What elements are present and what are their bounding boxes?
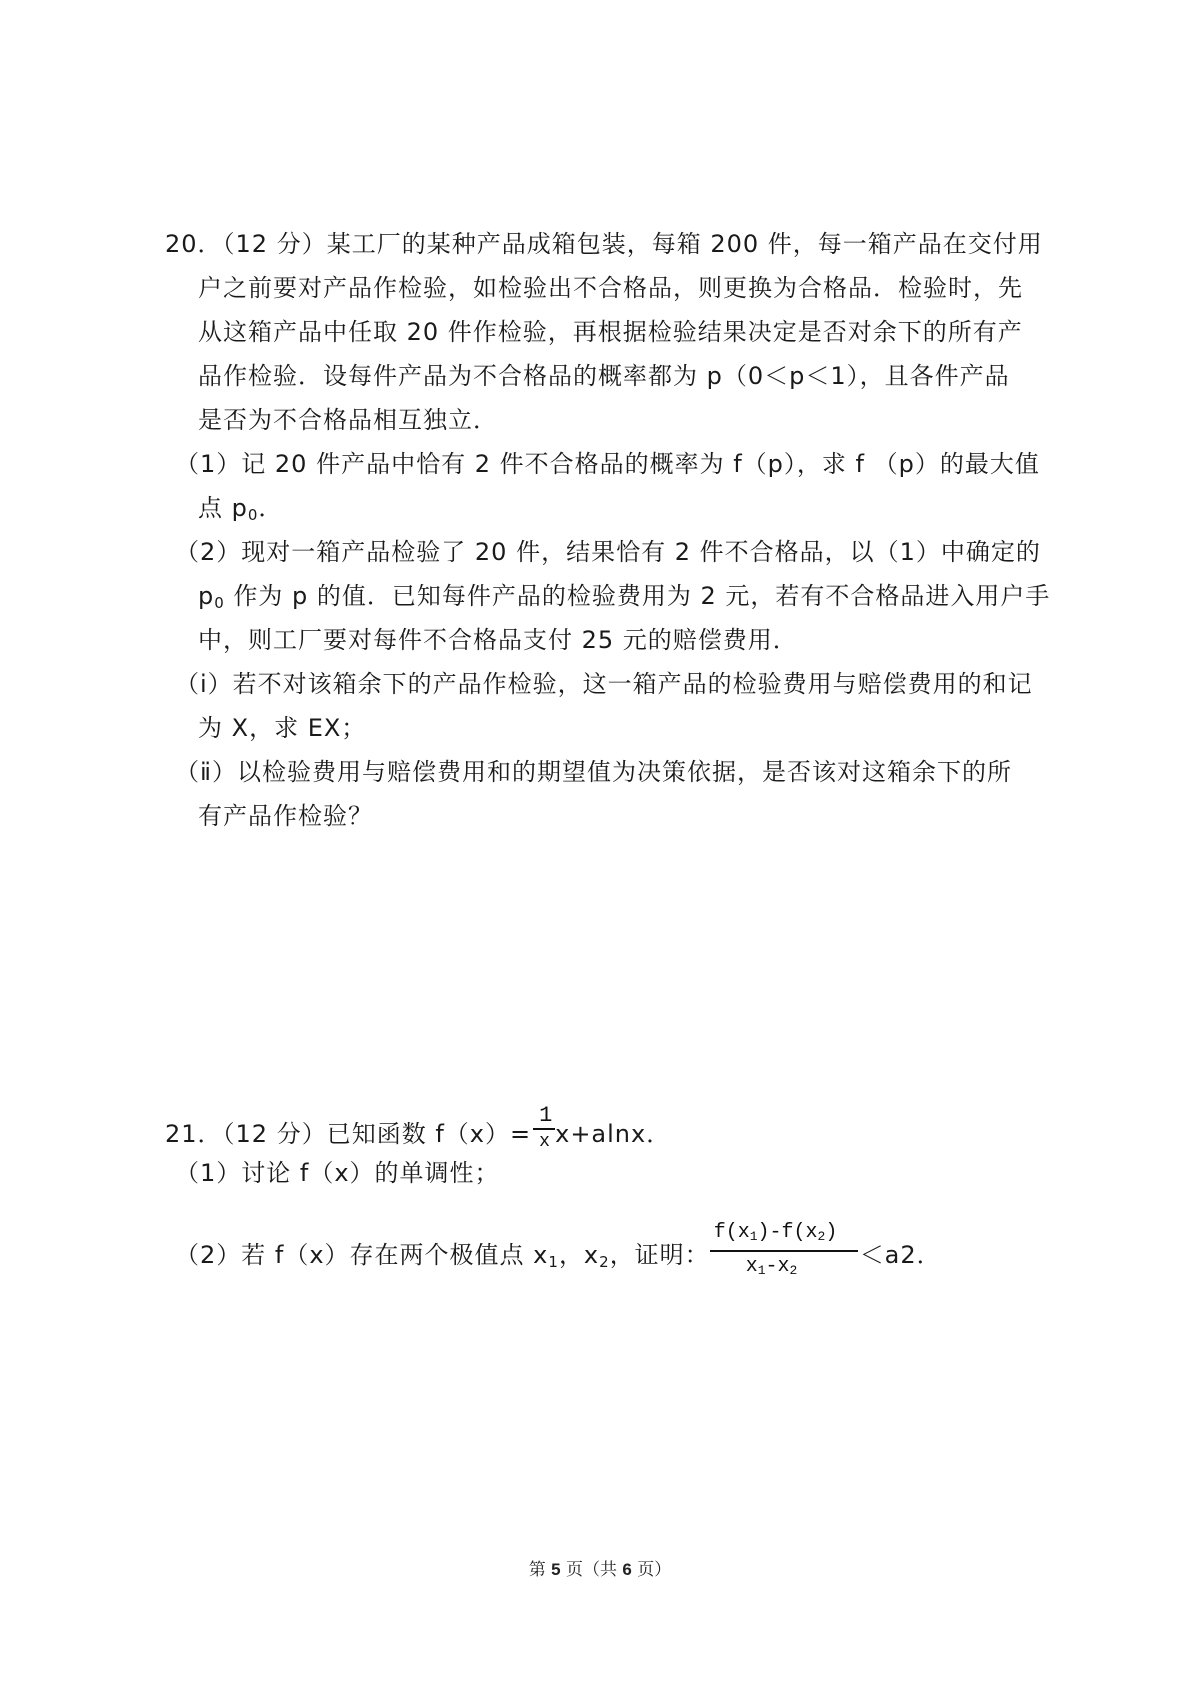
q20-part2-line-3: 中，则工厂要对每件不合格品支付 25 元的赔偿费用． [198,626,798,654]
q20-part2-line-2 [198,581,1050,611]
q20-part1-subscript: 0 [247,506,259,524]
footer-prefix: 第 [528,1560,552,1580]
q20-part2-line-1: （2）现对一箱产品检验了 20 件，结果恰有 2 件不合格品，以（1）中确定的 [175,538,1041,566]
q21-proof-fraction [710,1219,860,1283]
q20-part2-p: p [198,582,215,610]
q21-fraction [531,1103,555,1154]
q21-proof-fraction-numerator: $f(x_1)-f(x_2)$ [713,1221,838,1244]
footer-mid: 页（共 [560,1560,623,1580]
q20-line-5: 是否为不合格品相互独立． [198,406,498,434]
q21-fraction-bar [533,1128,555,1130]
q21-part2-sub1: 1 [548,1253,559,1271]
q21-part2-end: ＜a2． [859,1241,942,1269]
q20-part2-subscript: 0 [214,594,225,612]
q21-part2-after: ，证明： [609,1241,710,1269]
page-footer [0,1555,1200,1580]
q20-part2-text: 作为 p 的值．已知每件产品的检验费用为 2 元，若有不合格品进入用户手 [224,582,1051,610]
q21-stem-end: x+alnx． [555,1120,672,1148]
q21-part2-mid: ，x [558,1241,600,1269]
q21-fraction-denominator: x [539,1132,550,1152]
q20-part1-line-2 [198,493,283,523]
footer-suffix: 页） [631,1560,672,1580]
footer-page-number: 5 [551,1560,561,1579]
q20-line-3: 从这箱产品中任取 20 件作检验，再根据检验结果决定是否对余下的所有产 [198,318,1023,346]
q21-part1: （1）讨论 f（x）的单调性； [175,1159,500,1187]
q20-line-1: 20．（12 分）某工厂的某种产品成箱包装，每箱 200 件，每一箱产品在交付用 [165,230,1043,258]
q21-proof-fraction-denominator: $x_1-x_2$ [745,1255,798,1278]
q21-stem [165,1103,672,1154]
q20-sub-i-line-2: 为 X，求 EX； [198,714,367,742]
q21-stem-text: 21．（12 分）已知函数 f（x）= [165,1120,532,1148]
q20-line-4: 品作检验．设每件产品为不合格品的概率都为 p（0＜p＜1），且各件产品 [198,362,1010,390]
q21-part2 [175,1219,942,1283]
footer-total-pages: 6 [622,1560,632,1579]
q20-sub-i-line-1: （i）若不对该箱余下的产品作检验，这一箱产品的检验费用与赔偿费用的和记 [175,670,1033,698]
q21-fraction-numerator: 1 [539,1103,553,1128]
q20-part1-period: ． [258,494,284,522]
q21-part2-text: （2）若 f（x）存在两个极值点 x [175,1241,549,1269]
q21-proof-fraction-bar [710,1250,858,1252]
q21-part2-sub2: 2 [599,1253,610,1271]
q20-sub-ii-line-1: （ⅱ）以检验费用与赔偿费用和的期望值为决策依据，是否该对这箱余下的所 [175,758,1012,786]
q20-part1-text: 点 p [198,494,248,522]
q20-part1-line-1: （1）记 20 件产品中恰有 2 件不合格品的概率为 f（p），求 f （p）的最大值 [175,450,1040,478]
q20-line-2: 户之前要对产品作检验，如检验出不合格品，则更换为合格品．检验时，先 [198,274,1023,302]
q20-sub-ii-line-2: 有产品作检验？ [198,802,373,830]
